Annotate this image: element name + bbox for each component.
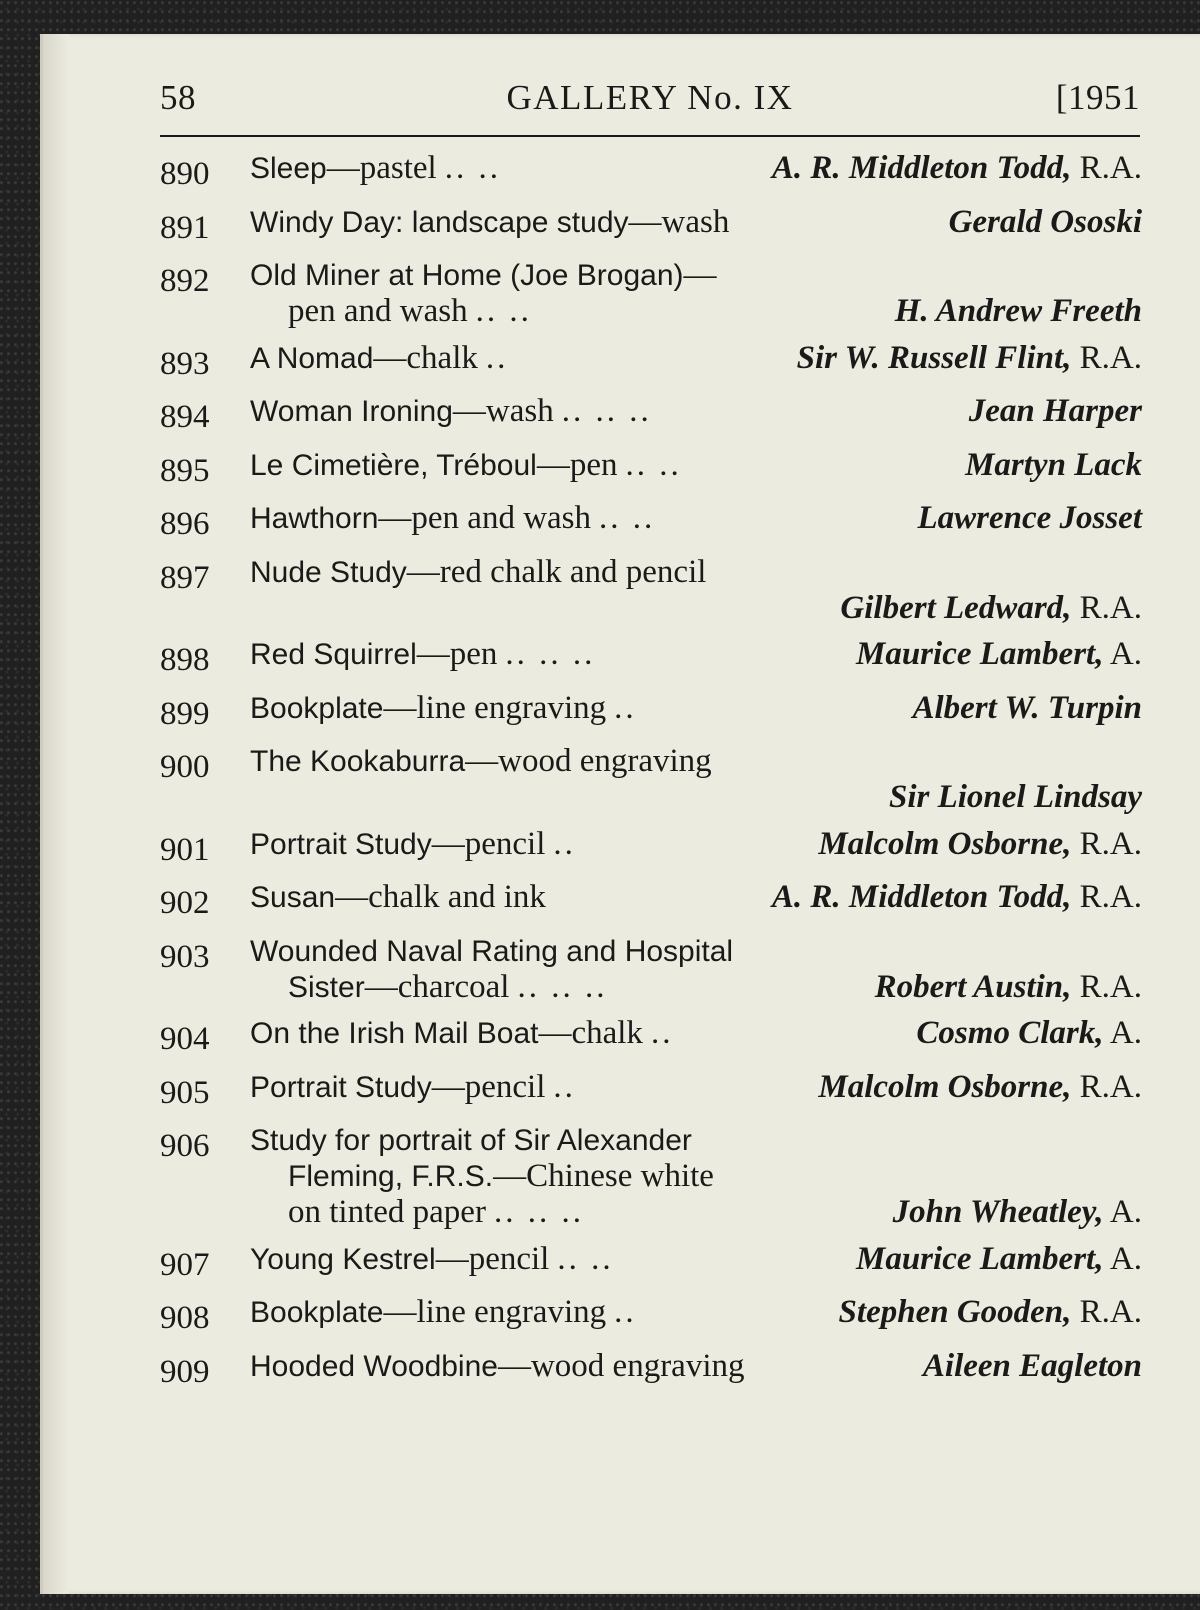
page-header — [160, 78, 1140, 138]
entry-number: 901 — [160, 831, 210, 868]
entry-artist: Stephen Gooden, — [838, 1294, 1072, 1330]
catalogue-entry — [160, 447, 1142, 490]
entry-number: 903 — [160, 938, 210, 975]
entry-medium-continued: pen and wash — [288, 293, 468, 329]
catalogue-entry — [160, 743, 1142, 815]
entry-artist: A. R. Middleton Todd, — [771, 150, 1072, 186]
catalogue-entry — [160, 257, 1142, 329]
entry-title: A Nomad — [250, 341, 374, 375]
entry-title: Bookplate — [250, 691, 384, 725]
entry-title: Hooded Woodbine — [250, 1349, 498, 1383]
entry-honour: A. — [1109, 1240, 1142, 1277]
entry-artist: A. R. Middleton Todd, — [771, 879, 1072, 915]
entry-honour: R.A. — [1079, 879, 1142, 915]
entry-number: 892 — [160, 263, 210, 299]
entry-number: 890 — [160, 156, 210, 192]
entry-title: Sleep — [250, 152, 327, 185]
entry-medium: —charcoal — [364, 968, 510, 1005]
entry-medium: —Chinese white — [493, 1158, 714, 1194]
catalogue-entry — [160, 826, 1142, 869]
entry-medium: — — [683, 257, 717, 293]
entry-medium: —chalk and ink — [335, 879, 546, 915]
entry-number: 909 — [160, 1353, 210, 1390]
catalogue-entry — [160, 554, 1142, 626]
entry-number: 907 — [160, 1246, 210, 1283]
entry-title-continued: Fleming, F.R.S. — [288, 1160, 494, 1193]
catalogue-entry — [160, 636, 1142, 679]
catalogue-list — [160, 150, 1142, 1401]
catalogue-entry — [160, 204, 1142, 247]
dot-leaders: .. .. .. — [505, 636, 596, 672]
entry-medium: —wash — [628, 203, 730, 240]
entry-number: 894 — [160, 399, 210, 435]
running-title: GALLERY No. IX — [506, 78, 794, 117]
dot-leaders: .. .. — [557, 1240, 614, 1277]
entry-honour: R.A. — [1079, 150, 1142, 186]
entry-title: Hawthorn — [250, 502, 379, 535]
dot-leaders: .. — [614, 1294, 637, 1330]
catalogue-entry — [160, 1069, 1142, 1112]
dot-leaders: .. .. .. — [561, 393, 652, 429]
entry-artist: Cosmo Clark, — [916, 1015, 1104, 1051]
entry-honour: R.A. — [1079, 1294, 1142, 1330]
entry-title: Portrait Study — [250, 1070, 432, 1104]
entry-artist: Albert W. Turpin — [912, 689, 1142, 726]
entry-title: Young Kestrel — [250, 1242, 436, 1276]
entry-artist: John Wheatley, — [892, 1194, 1104, 1230]
dot-leaders: .. .. — [599, 500, 656, 536]
entry-medium: —pencil — [431, 1068, 546, 1105]
dot-leaders: .. — [553, 825, 576, 862]
dot-leaders: .. — [650, 1015, 674, 1051]
entry-medium: —line engraving — [383, 1294, 607, 1330]
dot-leaders: .. — [485, 339, 509, 376]
dot-leaders: .. .. .. — [517, 968, 608, 1005]
entry-medium: —pen — [536, 446, 618, 483]
catalogue-entry — [160, 1122, 1142, 1230]
entry-medium: —chalk — [373, 339, 478, 376]
catalogue-entry — [160, 1294, 1142, 1337]
entry-number: 891 — [160, 209, 210, 246]
entry-artist: Gilbert Ledward, — [840, 589, 1072, 626]
dot-leaders: .. .. — [475, 293, 532, 329]
entry-number: 905 — [160, 1074, 210, 1111]
entry-artist: Robert Austin, — [874, 968, 1072, 1005]
entry-honour: R.A. — [1079, 589, 1142, 626]
entry-number: 904 — [160, 1021, 210, 1057]
entry-medium: —chalk — [538, 1015, 643, 1051]
entry-title: Susan — [250, 881, 336, 914]
entry-number: 896 — [160, 506, 210, 542]
entry-number: 898 — [160, 642, 210, 678]
entry-medium: —pencil — [435, 1240, 550, 1277]
entry-artist: Lawrence Josset — [917, 500, 1142, 536]
entry-medium-continued: on tinted paper — [288, 1194, 486, 1230]
entry-artist: H. Andrew Freeth — [894, 293, 1142, 329]
entry-honour: R.A. — [1079, 968, 1142, 1005]
entry-number: 897 — [160, 559, 210, 596]
catalogue-entry — [160, 150, 1142, 193]
entry-title: Le Cimetière, Tréboul — [250, 448, 537, 482]
entry-artist: Gerald Ososki — [948, 203, 1142, 240]
entry-title: Wounded Naval Rating and Hospital — [250, 934, 734, 968]
entry-honour: R.A. — [1079, 825, 1142, 862]
dot-leaders: .. .. — [444, 150, 501, 186]
entry-number: 908 — [160, 1300, 210, 1336]
entry-artist: Martyn Lack — [965, 446, 1142, 483]
entry-artist: Maurice Lambert, — [855, 636, 1104, 672]
dot-leaders: .. .. — [625, 446, 682, 483]
entry-title: The Kookaburra — [250, 745, 466, 778]
entry-medium: —wash — [452, 393, 554, 429]
header-year: [1951 — [1055, 78, 1140, 117]
entry-honour: A. — [1109, 1194, 1142, 1230]
entry-title: Old Miner at Home (Joe Brogan) — [250, 259, 684, 292]
entry-honour: A. — [1109, 636, 1142, 672]
catalogue-entry — [160, 879, 1142, 922]
entry-title: Nude Study — [250, 555, 407, 589]
catalogue-entry — [160, 933, 1142, 1005]
entry-title: Study for portrait of Sir Alexander — [250, 1124, 692, 1157]
entry-title: Woman Ironing — [250, 395, 453, 428]
entry-medium: —wood engraving — [497, 1347, 745, 1384]
page-number: 58 — [160, 78, 196, 117]
entry-artist: Malcolm Osborne, — [818, 1068, 1072, 1105]
entry-medium: —red chalk and pencil — [406, 553, 707, 590]
entry-artist: Sir Lionel Lindsay — [888, 779, 1142, 815]
entry-title: Red Squirrel — [250, 638, 417, 671]
entry-medium: —pencil — [431, 825, 546, 862]
dot-leaders: .. — [614, 689, 637, 726]
entry-medium: —pastel — [326, 150, 437, 186]
entry-title: Bookplate — [250, 1296, 384, 1329]
entry-number: 893 — [160, 345, 210, 382]
entry-medium: —wood engraving — [465, 743, 712, 779]
entry-honour: R.A. — [1079, 1068, 1142, 1105]
catalogue-entry — [160, 500, 1142, 543]
entry-artist: Malcolm Osborne, — [818, 825, 1072, 862]
entry-number: 899 — [160, 695, 210, 732]
entry-honour: R.A. — [1079, 339, 1142, 376]
entry-title: Windy Day: landscape study — [250, 205, 629, 239]
entry-title: On the Irish Mail Boat — [250, 1017, 539, 1050]
catalogue-entry — [160, 393, 1142, 436]
catalogue-entry — [160, 1015, 1142, 1058]
entry-number: 902 — [160, 885, 210, 921]
header-rule — [160, 135, 1140, 137]
entry-artist: Jean Harper — [968, 393, 1142, 429]
entry-medium: —pen and wash — [378, 500, 592, 536]
entry-artist: Maurice Lambert, — [855, 1240, 1104, 1277]
catalogue-entry — [160, 340, 1142, 383]
catalogue-entry — [160, 690, 1142, 733]
entry-title: Portrait Study — [250, 827, 432, 861]
entry-medium: —pen — [416, 636, 498, 672]
entry-artist: Sir W. Russell Flint, — [796, 339, 1072, 376]
entry-honour: A. — [1109, 1015, 1142, 1051]
dot-leaders: .. .. .. — [493, 1194, 584, 1230]
entry-number: 895 — [160, 452, 210, 489]
catalogue-entry — [160, 1241, 1142, 1284]
entry-medium: —line engraving — [383, 689, 607, 726]
entry-number: 906 — [160, 1128, 210, 1164]
entry-artist: Aileen Eagleton — [922, 1347, 1142, 1384]
catalogue-entry — [160, 1348, 1142, 1391]
entry-number: 900 — [160, 749, 210, 785]
entry-title-continued: Sister — [288, 970, 365, 1004]
dot-leaders: .. — [553, 1068, 576, 1105]
